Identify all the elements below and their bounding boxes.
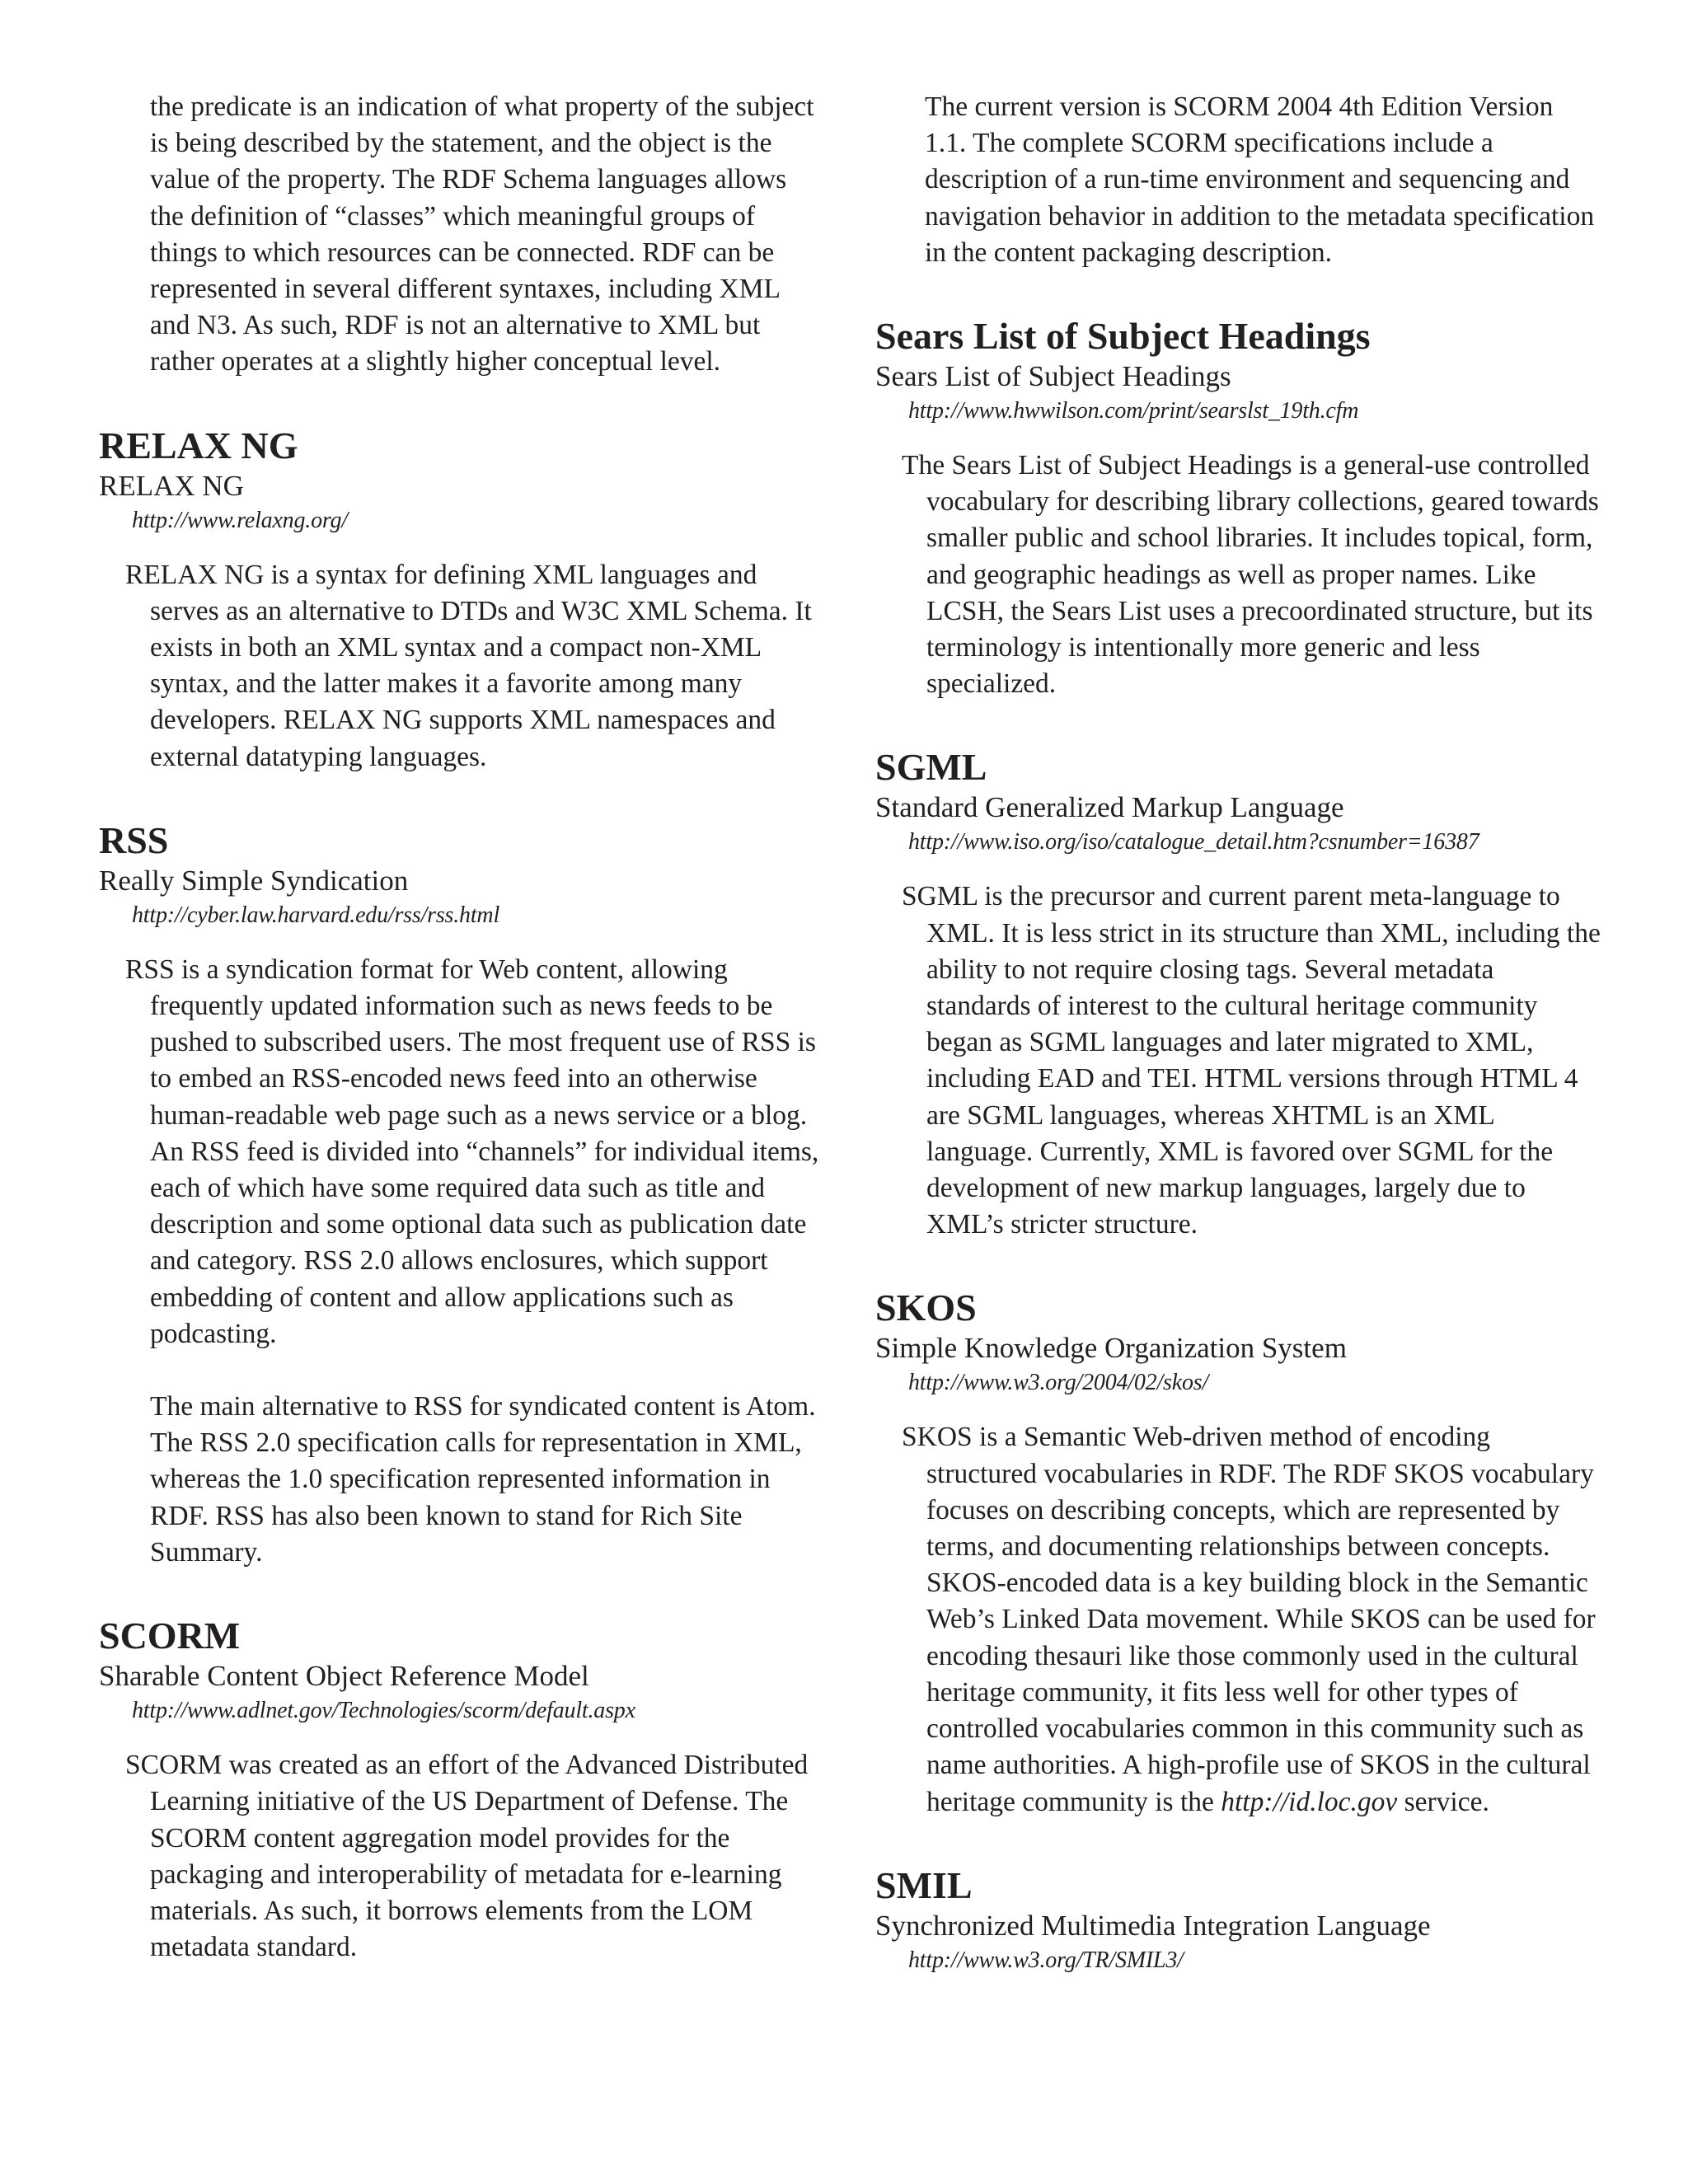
entry-description-tail: service. — [1397, 1786, 1489, 1817]
entry-rss — [99, 818, 824, 1571]
entry-url: http://www.relaxng.org/ — [132, 507, 348, 533]
entry-sgml — [875, 745, 1601, 1243]
entry-sears-list — [875, 314, 1601, 702]
entry-description: SGML is the precursor and current parent meta-language to XML. It is less strict in its structure than XML, including the ability to not require closing tags. Several metadata standards of interest to the cultural heritage community began as SGML languages and later migrated to XML, including EAD and TEI. HTML versions through HTML 4 are SGML languages, whereas XHTML is an XML language. Currently, XML is favored over SGML for the development of new markup languages, largely due to XML’s stricter structure. — [902, 881, 1601, 1240]
entry-full-name: Really Simple Syndication — [99, 864, 409, 897]
entry-full-name: Synchronized Multimedia Integration Language — [875, 1909, 1431, 1942]
entry-url: http://cyber.law.harvard.edu/rss/rss.html — [132, 902, 500, 928]
entry-title: SKOS — [875, 1286, 977, 1329]
entry-smil — [875, 1863, 1601, 1977]
entry-full-name: Simple Knowledge Organization System — [875, 1332, 1347, 1365]
entry-description — [875, 1419, 1601, 1820]
entry-description-text: SKOS is a Semantic Web-driven method of encoding structured vocabularies in RDF. The RDF SKOS vocabulary focuses on describing concepts, which are represented by terms, and documenting relationships between concepts. SKOS-encoded data is a key building block in the Semantic Web’s Linked Data movement. While SKOS can be used for encoding thesauri like those commonly used in the cultural heritage community, it fits less well for other types of controlled vocabularies common in this community such as name authorities. A high-profile use of SKOS in the cultural heritage community is the — [902, 1422, 1596, 1817]
entry-url: http://www.iso.org/iso/catalogue_detail.htm?csnumber=16387 — [908, 829, 1479, 855]
entry-url: http://www.w3.org/2004/02/skos/ — [908, 1370, 1209, 1396]
entry-title: SGML — [875, 746, 987, 789]
entry-description: RSS is a syndication format for Web content, allowing frequently updated information such as news feeds to be pushed to subscribed users. The most frequent use of RSS is to embed an RSS-encoded news feed into an otherwise human-readable web page such as a news service or a blog. An RSS feed is divided into “channels” for individual items, each of which have some required data such as title and description and some optional data such as publication date and category. RSS 2.0 allows enclosures, which support embedding of content and allow applications such as podcasting. — [125, 954, 819, 1349]
entry-description-continued: The main alternative to RSS for syndicated content is Atom. The RSS 2.0 specification calls for representation in XML, whereas the 1.0 specification represented information in RDF. RSS has also been known to stand for Rich Site Summary. — [150, 1391, 816, 1568]
scorm-continuation-paragraph: The current version is SCORM 2004 4th Edition Version 1.1. The complete SCORM specifications include a description of a run-time environment and sequencing and navigation behavior in addition to the metadata specification in the content packaging description. — [925, 91, 1595, 268]
right-column — [875, 89, 1601, 1997]
entry-title: Sears List of Subject Headings — [875, 315, 1371, 358]
inline-url: http://id.loc.gov — [1221, 1786, 1398, 1817]
entry-description: The Sears List of Subject Headings is a general-use controlled vocabulary for describing library collections, geared towards smaller public and school libraries. It includes topical, form, and geographic headings as well as proper names. Like LCSH, the Sears List uses a precoordinated structure, but its terminology is intentionally more generic and less specialized. — [902, 450, 1599, 700]
entry-url: http://www.w3.org/TR/SMIL3/ — [908, 1947, 1184, 1973]
entry-url: http://www.hwwilson.com/print/searslst_19th.cfm — [908, 398, 1359, 424]
entry-title: RSS — [99, 818, 169, 861]
entry-full-name: Sears List of Subject Headings — [875, 360, 1231, 393]
entry-title: SMIL — [875, 1863, 973, 1906]
entry-title: RELAX NG — [99, 424, 298, 466]
entry-description: SCORM was created as an effort of the Advanced Distributed Learning initiative of the US Department of Defense. The SCORM content aggregation model provides for the packaging and interoperability of metadata for e-learning materials. As such, it borrows elements from the LOM metadata standard. — [125, 1750, 809, 1963]
entry-scorm — [99, 1614, 824, 1966]
entry-description: RELAX NG is a syntax for defining XML languages and serves as an alternative to DTDs and W3C XML Schema. It exists in both an XML syntax and a compact non-XML syntax, and the latter makes it a favorite among many developers. RELAX NG supports XML namespaces and external datatyping languages. — [125, 559, 812, 772]
entry-title: SCORM — [99, 1615, 241, 1657]
entry-full-name: RELAX NG — [99, 469, 244, 502]
entry-full-name: Standard Generalized Markup Language — [875, 791, 1344, 824]
left-column — [99, 89, 824, 1966]
entry-skos — [875, 1286, 1601, 1820]
entry-full-name: Sharable Content Object Reference Model — [99, 1660, 589, 1693]
entry-url: http://www.adlnet.gov/Technologies/scorm/default.aspx — [132, 1698, 635, 1724]
rdf-continuation-paragraph: the predicate is an indication of what property of the subject is being described by the statement, and the object is the value of the property. The RDF Schema languages allows the definition of “classes” which meaningful groups of things to which resources can be connected. RDF can be represented in several different syntaxes, including XML and N3. As such, RDF is not an alternative to XML but rather operates at a slightly higher conceptual level. — [150, 91, 814, 377]
entry-relax-ng — [99, 424, 824, 776]
